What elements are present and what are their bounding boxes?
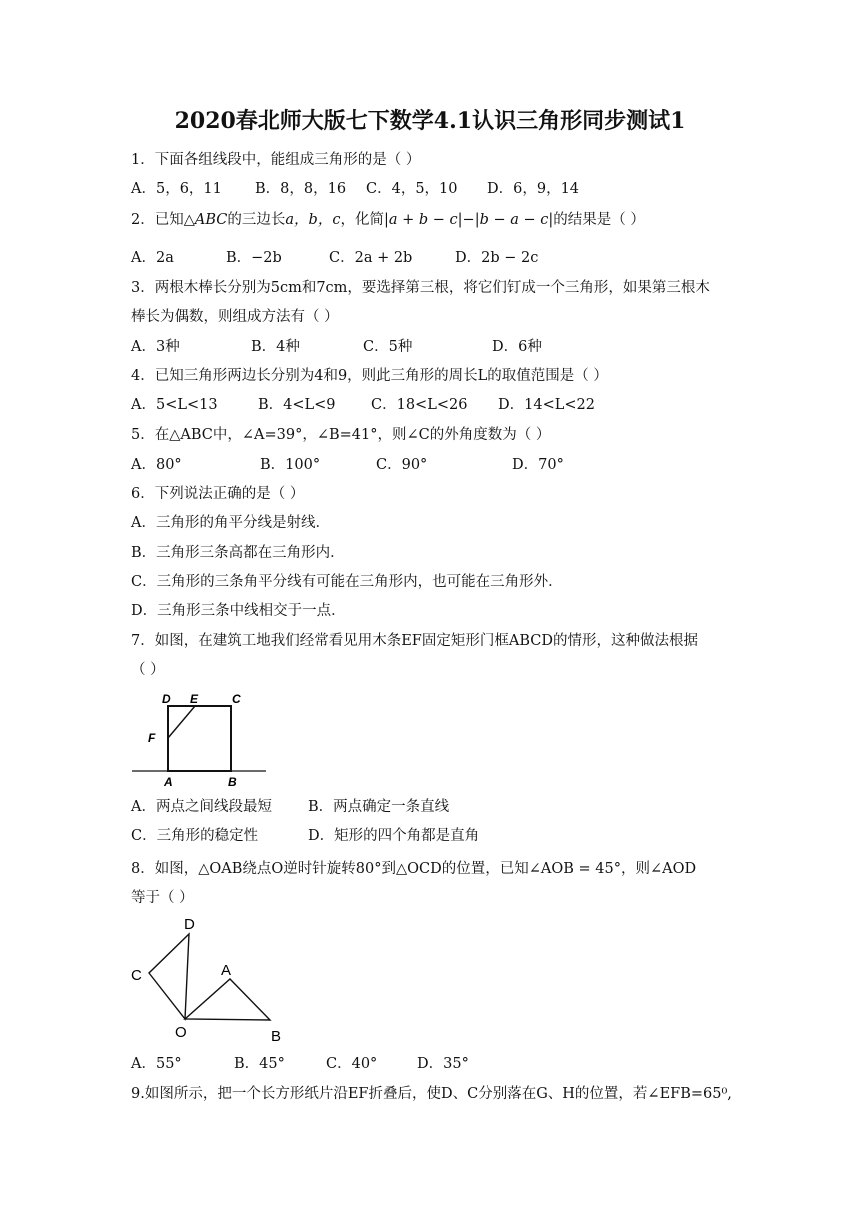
q2-expr2: b − a − c: [479, 212, 549, 228]
fig8-label-b: B: [271, 1028, 282, 1045]
q6-option-b: B．三角形三条高都在三角形内．: [131, 545, 345, 561]
q8-option-c: C．40°: [326, 1056, 378, 1072]
q5-option-b: B．100°: [260, 457, 321, 473]
q2-post: 的结果是（ ）: [553, 212, 645, 228]
fig8-label-d: D: [184, 916, 195, 933]
q2-mid: 的三边长: [227, 212, 286, 228]
door-frame-figure: [128, 690, 273, 790]
q8-option-a: A．55°: [131, 1056, 182, 1072]
q2-pre: 2．已知△: [131, 212, 195, 228]
q2-option-a: A．2a: [131, 250, 174, 266]
q3-option-a: A．3种: [131, 339, 180, 355]
q5-option-a: A．80°: [131, 457, 182, 473]
fig7-label-d: D: [162, 692, 171, 706]
question-4-stem: 4．已知三角形两边长分别为4和9，则此三角形的周长L的取值范围是（ ）: [131, 368, 608, 384]
q2-option-b: B．−2b: [226, 250, 282, 266]
q2-simp: ，化简: [340, 212, 384, 228]
rotation-figure: [125, 912, 290, 1047]
question-3-stem-line2: 棒长为偶数，则组成方法有（ ）: [131, 309, 339, 325]
q7-option-a: A．两点之间线段最短: [131, 799, 272, 815]
question-7-stem-line1: 7．如图，在建筑工地我们经常看见用木条EF固定矩形门框ABCD的情形，这种做法根据: [131, 633, 698, 649]
question-1-stem: 1．下面各组线段中，能组成三角形的是（ ）: [131, 152, 421, 168]
q6-option-c: C．三角形的三条角平分线有可能在三角形内，也可能在三角形外．: [131, 574, 563, 590]
q2-option-d: D．2b − 2c: [455, 250, 539, 266]
question-7-stem-line2: （ ）: [131, 662, 165, 678]
q6-option-a: A．三角形的角平分线是射线．: [131, 515, 330, 531]
q4-option-a: A．5<L<13: [131, 397, 218, 413]
fig7-label-f: F: [148, 731, 156, 745]
q1-option-a: A．5，6，11: [131, 181, 222, 197]
question-2-stem: 2．已知△ABC的三边长a，b，c，化简|a + b − c|−|b − a − c|的结果是（ ）: [131, 212, 645, 228]
brace-ef: [168, 706, 195, 738]
question-9-stem: 9.如图所示，把一个长方形纸片沿EF折叠后，使D、C分别落在G、H的位置，若∠EFB=65⁰,: [131, 1086, 732, 1102]
q6-option-d: D．三角形三条中线相交于一点．: [131, 603, 346, 619]
fig7-label-c: C: [232, 692, 241, 706]
fig8-label-a: A: [221, 962, 232, 979]
q7-option-c: C．三角形的稳定性: [131, 828, 259, 844]
question-8-stem-line2: 等于（ ）: [131, 890, 194, 906]
q1-option-b: B．8，8，16: [255, 181, 347, 197]
q1-option-d: D．6，9，14: [487, 181, 580, 197]
page-title: 2020春北师大版七下数学4.1认识三角形同步测试1: [174, 108, 686, 134]
q7-option-d: D．矩形的四个角都是直角: [308, 828, 480, 844]
fig8-label-o: O: [175, 1024, 187, 1041]
fig7-label-b: B: [228, 775, 237, 789]
fig7-label-a: A: [164, 775, 173, 789]
q4-option-c: C．18<L<26: [371, 397, 468, 413]
triangle-ocd: [149, 934, 189, 1019]
question-6-stem: 6．下列说法正确的是（ ）: [131, 486, 305, 502]
door-frame: [168, 706, 231, 771]
q2-vars: a，b，c: [285, 212, 341, 228]
q2-option-c: C．2a + 2b: [329, 250, 413, 266]
q8-option-d: D．35°: [417, 1056, 469, 1072]
q1-option-c: C．4，5，10: [366, 181, 458, 197]
q4-option-b: B．4<L<9: [258, 397, 336, 413]
triangle-oab: [185, 979, 270, 1020]
q5-option-d: D．70°: [512, 457, 564, 473]
q3-option-b: B．4种: [251, 339, 300, 355]
fig7-label-e: E: [190, 692, 199, 706]
question-3-stem-line1: 3．两根木棒长分别为5cm和7cm，要选择第三根，将它们钉成一个三角形，如果第三根木: [131, 280, 710, 296]
q3-option-c: C．5种: [363, 339, 413, 355]
question-5-stem: 5．在△ABC中，∠A=39°，∠B=41°，则∠C的外角度数为（ ）: [131, 427, 551, 443]
q7-option-b: B．两点确定一条直线: [308, 799, 450, 815]
q4-option-d: D．14<L<22: [498, 397, 595, 413]
fig8-label-c: C: [131, 967, 142, 984]
q2-triangle: ABC: [194, 212, 228, 228]
question-8-stem-line1: 8．如图，△OAB绕点O逆时针旋转80°到△OCD的位置，已知∠AOB = 45°，则∠AOD: [131, 861, 697, 877]
q2-minus: −: [462, 212, 475, 228]
q2-expr1: a + b − c: [388, 212, 458, 228]
q5-option-c: C．90°: [376, 457, 428, 473]
q3-option-d: D．6种: [492, 339, 542, 355]
q8-option-b: B．45°: [234, 1056, 285, 1072]
